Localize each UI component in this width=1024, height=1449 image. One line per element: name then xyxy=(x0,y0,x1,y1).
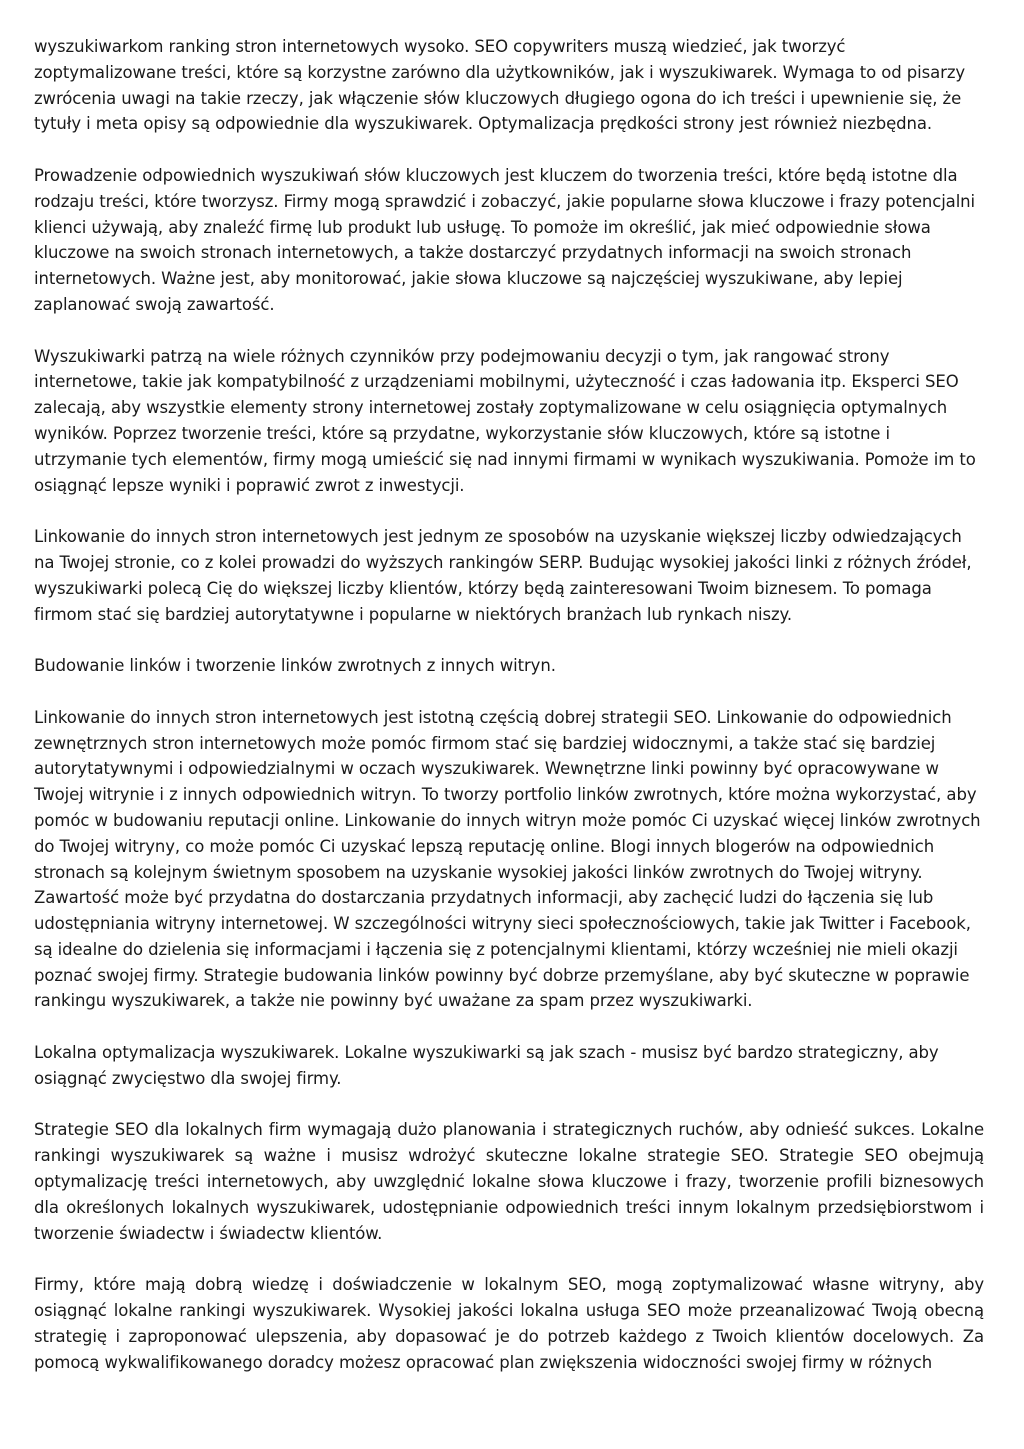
paragraph-5: Budowanie linków i tworzenie linków zwrotnych z innych witryn. xyxy=(34,656,556,676)
paragraph-3: Wyszukiwarki patrzą na wiele różnych czynników przy podejmowaniu decyzji o tym, jak rangować strony internetowe, takie jak kompatybilność z urządzeniami mobilnymi, użyteczność i czas ładowania itp. Eksperci SEO zalecają, aby wszystkie elementy strony internetowej zostały zoptymalizowane w celu osiągnięcia optymalnych wyników. Poprzez tworzenie treści, które są przydatne, wykorzystanie słów kluczowych, które są istotne i utrzymanie tych elementów, firmy mogą umieścić się nad innymi firmami w wynikach wyszukiwania. Pomoże im to osiągnąć lepsze wyniki i poprawić zwrot z inwestycji. xyxy=(34,346,976,495)
document-page xyxy=(34,34,984,1401)
paragraph-7: Lokalna optymalizacja wyszukiwarek. Lokalne wyszukiwarki są jak szach - musisz być bardzo strategiczny, aby osiągnąć zwycięstwo dla swojej firmy. xyxy=(34,1043,939,1088)
paragraph-9: Firmy, które mają dobrą wiedzę i doświadczenie w lokalnym SEO, mogą zoptymalizować własne witryny, aby osiągnąć lokalne rankingi wyszukiwarek. Wysokiej jakości lokalna usługa SEO może przeanalizować Twoją obecną strategię i zaproponować ulepszenia, aby dopasować je do potrzeb każdego z Twoich klientów docelowych. Za pomocą wykwalifikowanego doradcy możesz opracować plan zwiększenia widoczności swojej firmy w różnych xyxy=(34,1275,984,1372)
paragraph-8: Strategie SEO dla lokalnych firm wymagają dużo planowania i strategicznych ruchów, aby odnieść sukces. Lokalne rankingi wyszukiwarek są ważne i musisz wdrożyć skuteczne lokalne strategie SEO. Strategie SEO obejmują optymalizację treści internetowych, aby uwzględnić lokalne słowa kluczowe i frazy, tworzenie profili biznesowych dla określonych lokalnych wyszukiwarek, udostępnianie odpowiednich treści innym lokalnym przedsiębiorstwom i tworzenie świadectw i świadectw klientów. xyxy=(34,1120,984,1243)
paragraph-1: wyszukiwarkom ranking stron internetowych wysoko. SEO copywriters muszą wiedzieć, jak tworzyć zoptymalizowane treści, które są korzystne zarówno dla użytkowników, jak i wyszukiwarek. Wymaga to od pisarzy zwrócenia uwagi na takie rzeczy, jak włączenie słów kluczowych długiego ogona do ich treści i upewnienie się, że tytuły i meta opisy są odpowiednie dla wyszukiwarek. Optymalizacja prędkości strony jest również niezbędna. xyxy=(34,37,966,134)
paragraph-4: Linkowanie do innych stron internetowych jest jednym ze sposobów na uzyskanie większej liczby odwiedzających na Twojej stronie, co z kolei prowadzi do wyższych rankingów SERP. Budując wysokiej jakości linki z różnych źródeł, wyszukiwarki polecą Cię do większej liczby klientów, którzy będą zainteresowani Twoim biznesem. To pomaga firmom stać się bardziej autorytatywne i popularne w niektórych branżach lub rynkach niszy. xyxy=(34,527,972,624)
paragraph-6: Linkowanie do innych stron internetowych jest istotną częścią dobrej strategii SEO. Linkowanie do odpowiednich zewnętrznych stron internetowych może pomóc firmom stać się bardziej widocznymi, a także stać się bardziej autorytatywnymi i odpowiedzialnymi w oczach wyszukiwarek. Wewnętrzne linki powinny być opracowywane w Twojej witrynie i z innych odpowiednich witryn. To tworzy portfolio linków zwrotnych, które można wykorzystać, aby pomóc w budowaniu reputacji online. Linkowanie do innych witryn może pomóc Ci uzyskać więcej linków zwrotnych do Twojej witryny, co może pomóc Ci uzyskać lepszą reputację online. Blogi innych blogerów na odpowiednich stronach są kolejnym świetnym sposobem na uzyskanie wysokiej jakości linków zwrotnych do Twojej witryny. Zawartość może być przydatna do dostarczania przydatnych informacji, aby zachęcić ludzi do łączenia się lub udostępniania witryny internetowej. W szczególności witryny sieci społecznościowych, takie jak Twitter i Facebook, są idealne do dzielenia się informacjami i łączenia się z potencjalnymi klientami, którzy wcześniej nie mieli okazji poznać swojej firmy. Strategie budowania linków powinny być dobrze przemyślane, aby być skuteczne w poprawie rankingu wyszukiwarek, a także nie powinny być uważane za spam przez wyszukiwarki. xyxy=(34,707,981,1011)
paragraph-2: Prowadzenie odpowiednich wyszukiwań słów kluczowych jest kluczem do tworzenia treści, które będą istotne dla rodzaju treści, które tworzysz. Firmy mogą sprawdzić i zobaczyć, jakie popularne słowa kluczowe i frazy potencjalni klienci używają, aby znaleźć firmę lub produkt lub usługę. To pomoże im określić, jak mieć odpowiednie słowa kluczowe na swoich stronach internetowych, a także dostarczyć przydatnych informacji na swoich stronach internetowych. Ważne jest, aby monitorować, jakie słowa kluczowe są najczęściej wyszukiwane, aby lepiej zaplanować swoją zawartość. xyxy=(34,165,976,314)
